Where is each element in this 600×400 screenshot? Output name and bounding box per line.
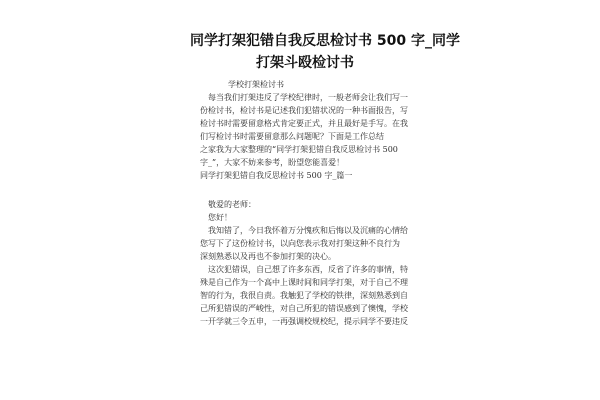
letter-line: 我知错了，今日我怀着万分愧疚和后悔以及沉痛的心情给: [208, 226, 408, 235]
title-line-1: 同学打架犯错自我反思检讨书 500 字_同学: [190, 33, 460, 49]
letter-line: 深刻熟悉以及再也不参加打架的决心。: [200, 252, 336, 261]
salutation: 敬爱的老师：: [208, 200, 256, 209]
intro-line: 检讨书时需要留意格式肯定要正式，并且最好是手写。在我: [200, 119, 408, 128]
paragraph-spacer: [200, 182, 410, 198]
intro-line: 之家我为大家整理的“同学打架犯错自我反思检讨书 500: [200, 145, 398, 154]
letter-line: 殊是自己作为一个高中上课时间和同学打架，对于自己不理: [200, 278, 408, 287]
letter-line: 智的行为，我很自责。我触犯了学校的铁律，深刻熟悉到自: [200, 291, 408, 300]
section-heading: 同学打架犯错自我反思检讨书 500 字_篇一: [200, 171, 353, 180]
document-title: [190, 30, 460, 74]
intro-line: 份检讨书，检讨书是记述我们犯错状况的一种书面报告，写: [200, 106, 408, 115]
document-body: [200, 78, 410, 328]
title-line-2: 打架斗殴检讨书: [256, 55, 354, 71]
greeting: 您好！: [208, 213, 232, 222]
intro-line: 每当我们打架违反了学校纪律时，一般老师会让我们写一: [208, 93, 408, 102]
letter-line: 己所犯错误的严峻性，对自己所犯的错误感到了懊愧，学校: [200, 304, 408, 313]
letter-line: 这次犯错误，自己想了许多东西，反省了许多的事情，特: [208, 265, 408, 274]
intro-line: 字_”，大家不妨来参考，盼望您能喜爱！: [200, 158, 345, 167]
intro-line: 们写检讨书时需要留意那么问题呢？下面是工作总结: [200, 132, 384, 141]
letter-line: 一开学就三令五申，一再强调校规校纪，提示同学不要违反: [200, 317, 408, 326]
letter-line: 您写下了这份检讨书，以向您表示我对打架这种不良行为: [200, 239, 400, 248]
subtitle: 学校打架检讨书: [228, 80, 284, 89]
